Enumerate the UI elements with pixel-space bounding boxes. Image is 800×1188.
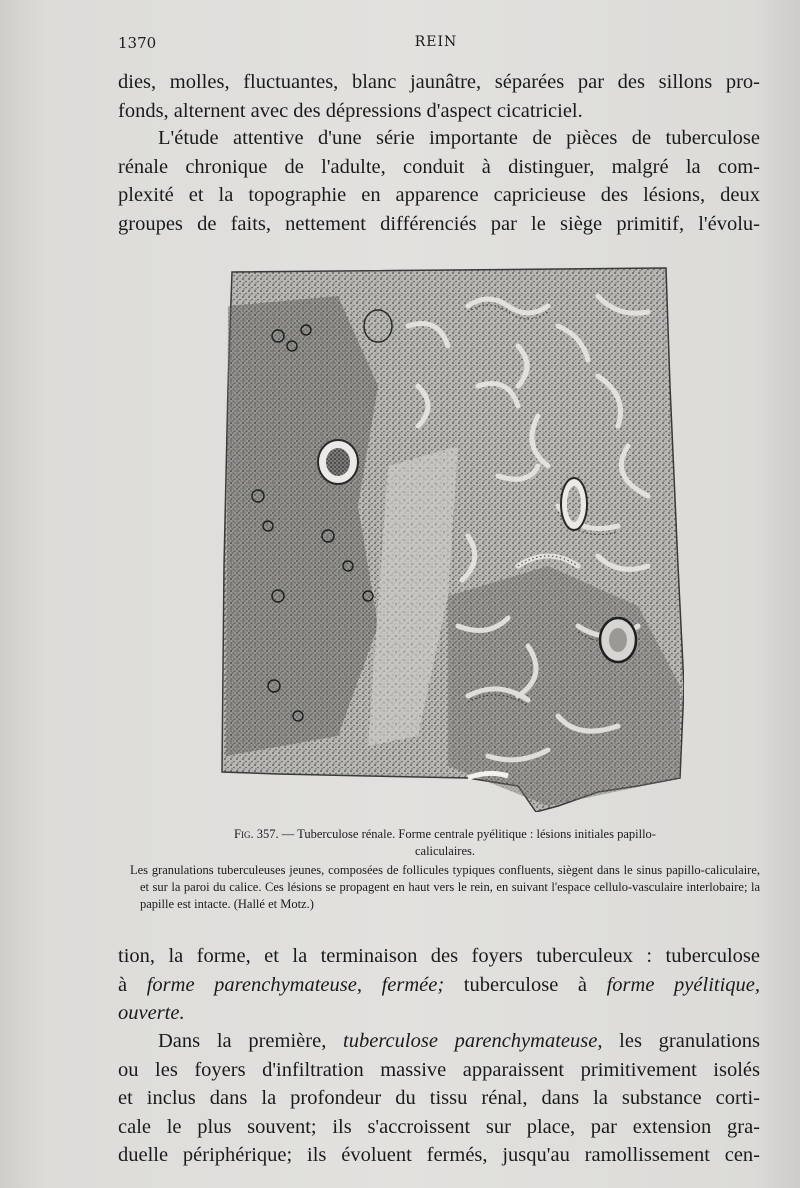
text-line: fonds, alternent avec des dépressions d'aspect cicatriciel. (118, 99, 583, 122)
paragraph-study (118, 124, 760, 238)
text-run: les granulations (602, 1030, 760, 1052)
text-italic: forme pyélitique, (606, 973, 760, 996)
text-line: groupes de faits, nettement différenciés par le siège primitif, l'évolu- (118, 212, 760, 235)
text-line: cale le plus souvent; ils s'accroissent sur place, par extension gra- (118, 1115, 760, 1138)
text-line: rénale chronique de l'adulte, conduit à distinguer, malgré la com- (118, 155, 760, 178)
text-line: L'étude attentive d'une série importante de pièces de tuberculose (158, 127, 760, 149)
figure-title-cont: caliculaires. (414, 844, 476, 858)
text-line (118, 1027, 760, 1056)
text-line: tion, la forme, et la terminaison des foyers tuberculeux : tuberculose (118, 945, 760, 967)
text-run: à (118, 973, 147, 996)
kidney-tissue-illustration (218, 266, 684, 812)
text-run: tuberculose à (444, 973, 607, 996)
text-line: plexité et la topographie en apparence capricieuse des lésions, deux (118, 184, 760, 206)
caption-description: Les granulations tuberculeuses jeunes, composées de follicules typiques confluents, siègent dans le sinus papillo-caliculaire, et sur la paroi du calice. Ces lésions se propagent en haut vers le rein, en suivant l'espace cellulo-vasculaire interlobaire; la papille est intacte. (Hallé et Motz.) (130, 863, 760, 911)
text-line (118, 971, 760, 1000)
text-line: et inclus dans la profondeur du tissu rénal, dans la substance corti- (118, 1087, 760, 1109)
paragraph-parenchymatous (118, 1027, 760, 1170)
page-number: 1370 (118, 34, 157, 52)
text-run: Dans la première, (158, 1030, 344, 1052)
figure-label: Fig. 357. (234, 827, 279, 841)
text-italic: tuberculose parenchymateuse, (343, 1030, 603, 1052)
text-line: duelle périphérique; ils évoluent fermés, jusqu'au ramollissement cen- (118, 1144, 760, 1166)
text-line: ou les foyers d'infiltration massive apparaissent primitivement isolés (118, 1058, 760, 1081)
text-italic: forme parenchymateuse, fermée; (146, 973, 445, 996)
running-head (118, 34, 754, 54)
caption-title (130, 826, 760, 860)
text-line: dies, molles, fluctuantes, blanc jaunâtre, séparées par des sillons pro- (118, 71, 760, 93)
text-line (118, 999, 760, 1028)
paragraph-forms (118, 942, 760, 1028)
paragraph-continued (118, 68, 760, 125)
figure-title: — Tuberculose rénale. Forme centrale pyélitique : lésions initiales papillo- (281, 827, 656, 841)
section-title: REIN (414, 34, 458, 50)
figure-caption (130, 826, 760, 913)
text-italic: ouverte. (118, 1002, 185, 1024)
histology-figure (218, 266, 684, 812)
